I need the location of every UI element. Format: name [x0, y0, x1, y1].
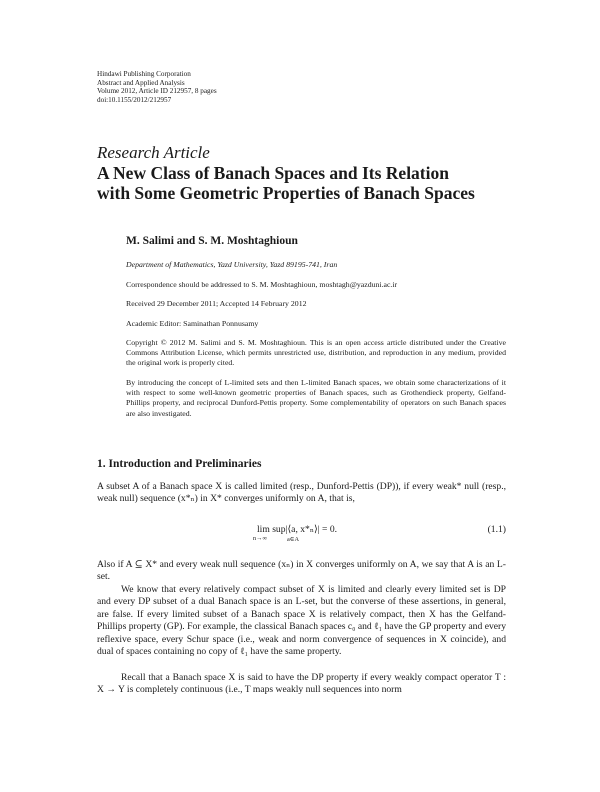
- title-line-2: with Some Geometric Properties of Banach Spaces: [97, 183, 475, 203]
- journal-header: [97, 70, 217, 104]
- title-line-1: A New Class of Banach Spaces and Its Relation: [97, 163, 449, 183]
- paragraph-4: Recall that a Banach space X is said to have the DP property if every weakly compact operator T : X → Y is completely continuous (i.e., T maps weakly null sequences into norm: [97, 672, 506, 696]
- section-heading: 1. Introduction and Preliminaries: [97, 458, 262, 470]
- equation-expression: lim sup|⟨a, x*ₙ⟩| = 0.: [257, 524, 338, 535]
- journal-name: Abstract and Applied Analysis: [97, 78, 185, 87]
- article-title: [97, 163, 517, 203]
- paragraph-1: A subset A of a Banach space X is called limited (resp., Dunford-Pettis (DP)), if every weak* null (resp., weak null) sequence (x*ₙ) in X* converges uniformly on A, that is,: [97, 481, 506, 505]
- publisher: Hindawi Publishing Corporation: [97, 70, 191, 78]
- equation-1-1: [97, 520, 506, 546]
- equation-limit-subscript: n→∞: [253, 535, 267, 542]
- article-type: Research Article: [97, 143, 210, 162]
- received-accepted-dates: Received 29 December 2011; Accepted 14 February 2012: [126, 299, 307, 308]
- copyright-notice: Copyright © 2012 M. Salimi and S. M. Moshtaghioun. This is an open access article distributed under the Creative Commons Attribution License, which permits unrestricted use, distribution, and reproduction in any medium, provided the original work is properly cited.: [126, 338, 506, 368]
- correspondence: Correspondence should be addressed to S. M. Moshtaghioun, moshtagh@yazduni.ac.ir: [126, 280, 398, 289]
- doi: doi:10.1155/2012/212957: [97, 95, 172, 104]
- equation-number: (1.1): [487, 524, 506, 535]
- volume-info: Volume 2012, Article ID 212957, 8 pages: [97, 87, 217, 96]
- academic-editor: Academic Editor: Saminathan Ponnusamy: [126, 319, 259, 328]
- affiliation: Department of Mathematics, Yazd University, Yazd 89195-741, Iran: [126, 260, 338, 269]
- equation-sup-subscript: a∈A: [287, 536, 300, 543]
- authors: M. Salimi and S. M. Moshtaghioun: [126, 235, 298, 247]
- abstract: By introducing the concept of L-limited sets and then L-limited Banach spaces, we obtain some characterizations of it with respect to some well-known geometric properties of Banach spaces, such as Grothendieck property, Gelfand-Phillips property, and reciprocal Dunford-Pettis property. Some complementability of operators on such Banach spaces are also investigated.: [126, 378, 506, 418]
- paragraph-2: Also if A ⊆ X* and every weak null sequence (xₙ) in X converges uniformly on A, we say that A is an L-set.: [97, 559, 506, 583]
- paragraph-3: We know that every relatively compact subset of X is limited and clearly every limited set is DP and every DP subset of a dual Banach space is an L-set, but the converse of these assertions, in general, are false. If every limited subset of a Banach space X is relatively compact, then X has the Gelfand-Phillips property (GP). For example, the classical Banach spaces c₀ and ℓ₁ have the GP property and every reflexive space, every Schur space (i.e., weak and norm convergence of sequences in X coincide), and dual of spaces containing no copy of ℓ₁ have the same property.: [97, 584, 506, 658]
